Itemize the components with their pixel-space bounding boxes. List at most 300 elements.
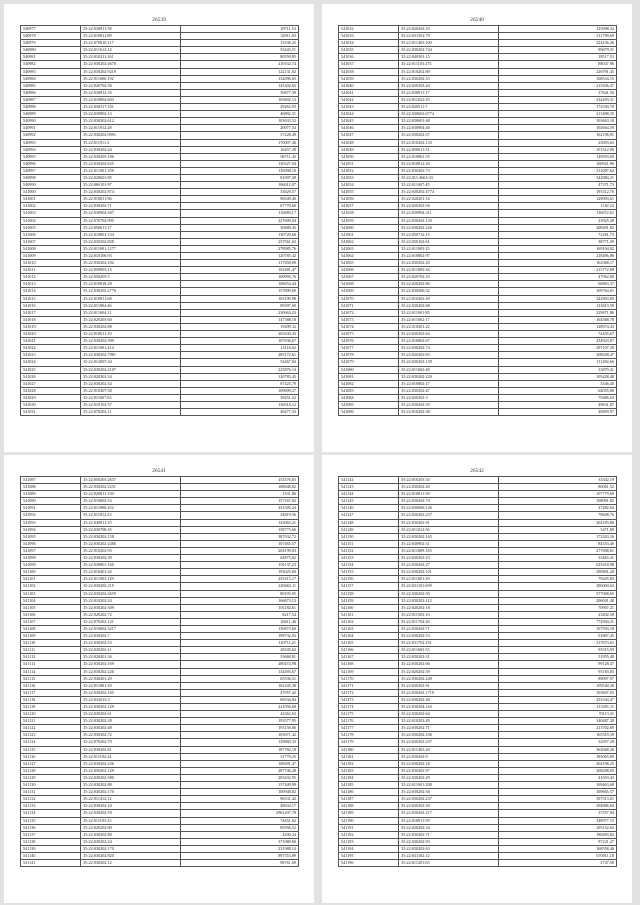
- value-cell: 107465,57: [180, 540, 298, 547]
- value-cell: 33465,41: [498, 555, 616, 562]
- cadastral-number-cell: 35:22:031501:79: [399, 33, 499, 40]
- cadastral-number-cell: 35:22:030202:106: [399, 732, 499, 739]
- row-index-cell: 541022: [21, 345, 81, 352]
- cadastral-number-cell: 35:22:030202:23: [399, 555, 499, 562]
- value-cell: 53443,51: [180, 47, 298, 54]
- row-index-cell: 541074: [339, 323, 399, 330]
- row-index-cell: 541030: [21, 401, 81, 408]
- value-cell: 217673,61: [498, 640, 616, 647]
- cadastral-number-cell: 35:22:010202:38: [399, 409, 499, 416]
- cadastral-number-cell: 35:22:020202:3: [399, 394, 499, 401]
- table-row: [339, 739, 617, 746]
- table-row: [21, 810, 299, 817]
- page-number: 26542: [470, 468, 484, 474]
- table-row: [339, 182, 617, 189]
- cadastral-number-cell: 35:22:020202:86: [399, 281, 499, 288]
- cadastral-number-cell: 35:22:030202:11: [81, 647, 181, 654]
- row-index-cell: 541175: [339, 711, 399, 718]
- table-row: [21, 54, 299, 61]
- cadastral-number-cell: 35:22:030202:39: [81, 555, 181, 562]
- cadastral-number-cell: 35:22:030202:63: [399, 845, 499, 852]
- row-index-cell: 541184: [339, 774, 399, 781]
- table-row: [21, 359, 299, 366]
- value-cell: 226791,45: [498, 68, 616, 75]
- table-row: [21, 491, 299, 498]
- table-row: [339, 704, 617, 711]
- table-row: [339, 238, 617, 245]
- row-index-cell: 540979: [21, 40, 81, 47]
- table-row: [339, 838, 617, 845]
- table-row: [339, 845, 617, 852]
- table-row: [339, 203, 617, 210]
- value-cell: 100948,82: [180, 789, 298, 796]
- table-row: [21, 519, 299, 526]
- table-row: [21, 373, 299, 380]
- row-index-cell: 541129: [21, 774, 81, 781]
- row-index-cell: 541114: [21, 668, 81, 675]
- table-row: [339, 604, 617, 611]
- row-index-cell: 541014: [21, 288, 81, 295]
- cadastral-number-cell: 35:22:030202:129: [81, 704, 181, 711]
- cadastral-number-cell: 35:22:050205:5: [81, 274, 181, 281]
- row-index-cell: 541135: [21, 817, 81, 824]
- row-index-cell: 541090: [21, 498, 81, 505]
- table-row: [21, 654, 299, 661]
- row-index-cell: 541152: [339, 547, 399, 554]
- value-cell: 168558,46: [498, 845, 616, 852]
- value-cell: 233576,65: [180, 477, 298, 484]
- table-row: [21, 139, 299, 146]
- row-index-cell: 541025: [21, 366, 81, 373]
- table-row: [339, 82, 617, 89]
- row-index-cell: 541177: [339, 725, 399, 732]
- value-cell: 129093,61: [498, 196, 616, 203]
- cadastral-number-cell: 35:22:030202:158: [81, 533, 181, 540]
- cadastral-number-cell: 35:22:020702:56: [81, 82, 181, 89]
- table-row: [339, 654, 617, 661]
- row-index-cell: 541166: [339, 647, 399, 654]
- table-row: [339, 217, 617, 224]
- table-row: [339, 718, 617, 725]
- table-row: [339, 380, 617, 387]
- table-row: [339, 562, 617, 569]
- cadastral-number-cell: 35:22:020202:72: [81, 611, 181, 618]
- value-cell: 79486,63: [498, 394, 616, 401]
- value-cell: 187782,18: [180, 746, 298, 753]
- table-row: [21, 753, 299, 760]
- table-row: [21, 316, 299, 323]
- row-index-cell: 541038: [339, 68, 399, 75]
- table-row: [339, 345, 617, 352]
- cadastral-number-cell: 35:22:030204:163: [399, 704, 499, 711]
- cadastral-number-cell: 35:22:030902:31: [399, 540, 499, 547]
- table-row: [339, 104, 617, 111]
- value-cell: 40859,97: [498, 409, 616, 416]
- table-row: [339, 224, 617, 231]
- table-row: [21, 203, 299, 210]
- value-cell: 334493,31: [498, 96, 616, 103]
- cadastral-number-cell: 35:22:020203:44: [399, 82, 499, 89]
- value-cell: 102481,47: [180, 267, 298, 274]
- row-index-cell: 541075: [339, 331, 399, 338]
- value-cell: 120783,45: [180, 373, 298, 380]
- table-row: [339, 675, 617, 682]
- value-cell: 340487,28: [498, 718, 616, 725]
- value-cell: 278985,76: [180, 245, 298, 252]
- value-cell: 149593,69: [498, 153, 616, 160]
- value-cell: 64875,02: [180, 555, 298, 562]
- table-row: [339, 33, 617, 40]
- cadastral-number-cell: 35:22:030801:160: [81, 562, 181, 569]
- value-cell: 397513,01: [498, 796, 616, 803]
- value-cell: 224236,26: [498, 40, 616, 47]
- cadastral-number-cell: 35:22:070810:117: [81, 40, 181, 47]
- row-index-cell: 541125: [21, 746, 81, 753]
- table-row: [21, 352, 299, 359]
- cadastral-number-cell: 35:22:030202:236: [81, 760, 181, 767]
- value-cell: 304198,25: [498, 760, 616, 767]
- value-cell: 107779,69: [498, 491, 616, 498]
- row-index-cell: 541190: [339, 817, 399, 824]
- row-index-cell: 541079: [339, 359, 399, 366]
- table-row: [21, 217, 299, 224]
- cadastral-number-cell: 35:22:030202:2659: [81, 590, 181, 597]
- row-index-cell: 541193: [339, 838, 399, 845]
- value-cell: 204199,03: [180, 547, 298, 554]
- cadastral-number-cell: 35:22:031702:251: [399, 640, 499, 647]
- table-row: [339, 746, 617, 753]
- row-index-cell: 541164: [339, 633, 399, 640]
- table-row: [339, 647, 617, 654]
- table-row: [21, 498, 299, 505]
- row-index-cell: 540987: [21, 96, 81, 103]
- cadastral-number-cell: 35:22:010818:28: [81, 281, 181, 288]
- row-index-cell: 541062: [339, 238, 399, 245]
- cadastral-number-cell: 35:22:030202:53: [81, 640, 181, 647]
- cadastral-number-cell: 35:22:030606:126: [399, 505, 499, 512]
- cadastral-number-cell: 35:22:030202:27: [399, 562, 499, 569]
- value-cell: 27482,64: [498, 505, 616, 512]
- row-index-cell: 541174: [339, 704, 399, 711]
- value-cell: 26611,46: [180, 618, 298, 625]
- value-cell: 36877,39: [180, 89, 298, 96]
- value-cell: 193025,60: [180, 569, 298, 576]
- cadastral-number-cell: 35:22:010401:42: [81, 569, 181, 576]
- cadastral-number-cell: 35:22:030202:2466: [81, 540, 181, 547]
- cadastral-number-cell: 35:22:030202:226: [81, 668, 181, 675]
- row-index-cell: 541118: [21, 696, 81, 703]
- table-row: [339, 505, 617, 512]
- table-row: [339, 760, 617, 767]
- table-row: [339, 611, 617, 618]
- table-row: [21, 160, 299, 167]
- value-cell: 96531,42: [180, 796, 298, 803]
- table-row: [21, 210, 299, 217]
- value-cell: 280474,98: [180, 661, 298, 668]
- row-index-cell: 541015: [21, 295, 81, 302]
- row-index-cell: 540997: [21, 167, 81, 174]
- row-index-cell: 541150: [339, 533, 399, 540]
- value-cell: 290801,20: [498, 569, 616, 576]
- value-cell: 97221,27: [498, 838, 616, 845]
- row-index-cell: 541049: [339, 146, 399, 153]
- cadastral-number-cell: 35:22:011001:1277: [81, 245, 181, 252]
- cadastral-number-cell: 35:22:011:4663:33: [399, 174, 499, 181]
- cadastral-number-cell: 35:22:011801:18: [81, 682, 181, 689]
- value-cell: 48634,17: [180, 803, 298, 810]
- cadastral-number-cell: 35:22:050202:129: [81, 767, 181, 774]
- row-index-cell: 541109: [21, 633, 81, 640]
- cadastral-number-cell: 35:22:010202:24: [81, 597, 181, 604]
- value-cell: 3346,45: [498, 380, 616, 387]
- row-index-cell: 541086: [339, 409, 399, 416]
- document-page: [4, 4, 314, 452]
- value-cell: 74435,67: [498, 331, 616, 338]
- row-index-cell: 540993: [21, 139, 81, 146]
- table-row: [21, 852, 299, 859]
- table-row: [21, 196, 299, 203]
- value-cell: 129869,33: [180, 739, 298, 746]
- row-index-cell: 541165: [339, 640, 399, 647]
- value-cell: 46477,33: [180, 409, 298, 416]
- row-index-cell: 541003: [21, 210, 81, 217]
- row-index-cell: 541081: [339, 373, 399, 380]
- table-row: [21, 267, 299, 274]
- value-cell: 229871,86: [498, 309, 616, 316]
- value-cell: 145302,65: [180, 82, 298, 89]
- cadastral-number-cell: 35:22:010202:93: [81, 547, 181, 554]
- cadastral-number-cell: 35:22:011012:56: [399, 526, 499, 533]
- value-cell: 102664,59: [498, 125, 616, 132]
- table-row: [21, 739, 299, 746]
- cadastral-number-cell: 35:22:030202:64: [399, 711, 499, 718]
- row-index-cell: 541189: [339, 810, 399, 817]
- row-index-cell: 540983: [21, 68, 81, 75]
- row-index-cell: 541032: [339, 26, 399, 33]
- value-cell: 30689,45: [180, 224, 298, 231]
- row-index-cell: 541148: [339, 519, 399, 526]
- table-row: [339, 54, 617, 61]
- row-index-cell: 541033: [339, 33, 399, 40]
- table-row: [21, 47, 299, 54]
- cadastral-number-cell: 35:22:020702:33: [399, 274, 499, 281]
- table-row: [339, 547, 617, 554]
- cadastral-number-cell: 35:22:011001:358: [81, 167, 181, 174]
- row-index-cell: 541085: [339, 401, 399, 408]
- table-row: [21, 675, 299, 682]
- row-index-cell: 540990: [21, 118, 81, 125]
- cadastral-number-cell: 35:22:011607:65: [81, 394, 181, 401]
- row-index-cell: 541158: [339, 590, 399, 597]
- cadastral-table: [20, 25, 299, 416]
- row-index-cell: 541077: [339, 345, 399, 352]
- value-cell: 1531,86: [180, 491, 298, 498]
- value-cell: 31779,25: [180, 753, 298, 760]
- row-index-cell: 541139: [21, 845, 81, 852]
- value-cell: 64055,80: [498, 387, 616, 394]
- row-index-cell: 541138: [21, 838, 81, 845]
- row-index-cell: 540980: [21, 47, 81, 54]
- table-row: [21, 760, 299, 767]
- table-row: [21, 526, 299, 533]
- cadastral-number-cell: 35:22:020202:59: [399, 668, 499, 675]
- value-cell: 120785,42: [180, 253, 298, 260]
- row-index-cell: 541183: [339, 767, 399, 774]
- cadastral-number-cell: 35:22:011604:11: [81, 309, 181, 316]
- cadastral-number-cell: 35:22:030302:72: [81, 732, 181, 739]
- table-row: [21, 562, 299, 569]
- row-index-cell: 541058: [339, 210, 399, 217]
- value-cell: 47057,42: [180, 689, 298, 696]
- table-row: [339, 132, 617, 139]
- cadastral-number-cell: 35:22:010801:55: [399, 153, 499, 160]
- row-index-cell: 541034: [339, 40, 399, 47]
- value-cell: 41653,43: [498, 774, 616, 781]
- value-cell: 122131,02: [180, 68, 298, 75]
- cadastral-number-cell: 35:22:030202:57: [399, 132, 499, 139]
- cadastral-table: [338, 476, 617, 867]
- value-cell: 169665,57: [498, 789, 616, 796]
- table-row: [339, 803, 617, 810]
- value-cell: 32911,03: [180, 33, 298, 40]
- value-cell: 134493,67: [180, 668, 298, 675]
- cadastral-number-cell: 35:22:011022:35: [399, 96, 499, 103]
- cadastral-number-cell: 35:22:030202:18: [399, 760, 499, 767]
- table-row: [21, 512, 299, 519]
- row-index-cell: 541101: [21, 576, 81, 583]
- cadastral-number-cell: 35:22:030202:81: [81, 746, 181, 753]
- value-cell: 897353,89: [180, 852, 298, 859]
- value-cell: 20077,54: [180, 125, 298, 132]
- row-index-cell: 540982: [21, 61, 81, 68]
- table-row: [21, 89, 299, 96]
- cadastral-number-cell: 35:22:011806:252: [81, 505, 181, 512]
- value-cell: 285172,61: [180, 352, 298, 359]
- row-index-cell: 541013: [21, 281, 81, 288]
- document-page: [4, 455, 314, 903]
- value-cell: 99128,37: [498, 661, 616, 668]
- table-row: [339, 576, 617, 583]
- row-index-cell: 541117: [21, 689, 81, 696]
- row-index-cell: 541181: [339, 753, 399, 760]
- row-index-cell: 541146: [339, 505, 399, 512]
- row-index-cell: 541056: [339, 196, 399, 203]
- value-cell: 625418,98: [498, 562, 616, 569]
- value-cell: 54467,84: [180, 359, 298, 366]
- row-index-cell: 540981: [21, 54, 81, 61]
- table-row: [21, 26, 299, 33]
- cadastral-number-cell: 35:22:050611:17: [81, 224, 181, 231]
- row-index-cell: 541035: [339, 47, 399, 54]
- table-row: [21, 75, 299, 82]
- value-cell: 74451,02: [180, 817, 298, 824]
- value-cell: 98761,69: [180, 860, 298, 867]
- value-cell: 39451,22: [180, 394, 298, 401]
- value-cell: 157167,02: [180, 498, 298, 505]
- value-cell: 16457,28: [180, 146, 298, 153]
- cadastral-number-cell: 35:22:030202:97: [399, 767, 499, 774]
- value-cell: 245663,11: [180, 583, 298, 590]
- row-index-cell: 541005: [21, 224, 81, 231]
- value-cell: 143063,21: [180, 519, 298, 526]
- row-index-cell: 541149: [339, 526, 399, 533]
- row-index-cell: 541076: [339, 338, 399, 345]
- table-row: [21, 281, 299, 288]
- cadastral-number-cell: 35:22:010802:603: [81, 96, 181, 103]
- value-cell: 49631,87: [498, 401, 616, 408]
- table-row: [21, 245, 299, 252]
- table-row: [339, 817, 617, 824]
- value-cell: 19499,32: [180, 323, 298, 330]
- cadastral-number-cell: 35:22:030202:40: [399, 484, 499, 491]
- cadastral-number-cell: 35:22:011103:23: [81, 817, 181, 824]
- row-index-cell: 540977: [21, 26, 81, 33]
- table-row: [21, 689, 299, 696]
- value-cell: 172550,70: [498, 104, 616, 111]
- table-row: [339, 295, 617, 302]
- table-row: [21, 746, 299, 753]
- table-row: [21, 331, 299, 338]
- cadastral-number-cell: 35:22:020302:34: [81, 373, 181, 380]
- value-cell: 101512,06: [498, 146, 616, 153]
- cadastral-number-cell: 35:22:030202:50: [399, 590, 499, 597]
- value-cell: 103071,42: [180, 732, 298, 739]
- cadastral-number-cell: 35:22:010801:134: [81, 231, 181, 238]
- row-index-cell: 541031: [21, 409, 81, 416]
- value-cell: 8217,54: [180, 611, 298, 618]
- row-index-cell: 541047: [339, 132, 399, 139]
- value-cell: 577008,65: [498, 590, 616, 597]
- cadastral-number-cell: 35:22:020201:16: [399, 196, 499, 203]
- row-index-cell: 541046: [339, 125, 399, 132]
- table-row: [339, 118, 617, 125]
- value-cell: 38771,29: [498, 238, 616, 245]
- row-index-cell: 541089: [21, 491, 81, 498]
- row-index-cell: 541083: [339, 387, 399, 394]
- cadastral-number-cell: 35:22:020202:33: [399, 26, 499, 33]
- value-cell: 105152,63: [498, 824, 616, 831]
- cadastral-number-cell: 35:22:011912:28: [81, 125, 181, 132]
- table-row: [21, 295, 299, 302]
- table-row: [339, 498, 617, 505]
- table-row: [21, 583, 299, 590]
- cadastral-number-cell: 35:22:010812:26: [399, 160, 499, 167]
- cadastral-number-cell: 35:22:030202:1710: [399, 689, 499, 696]
- cadastral-number-cell: 35:22:030202:139: [399, 359, 499, 366]
- value-cell: 47962,00: [498, 274, 616, 281]
- table-row: [21, 604, 299, 611]
- row-index-cell: 541066: [339, 267, 399, 274]
- table-row: [21, 704, 299, 711]
- row-index-cell: 541094: [21, 526, 81, 533]
- value-cell: 136873,60: [180, 625, 298, 632]
- row-index-cell: 541191: [339, 824, 399, 831]
- cadastral-number-cell: 35:22:011805:34: [399, 267, 499, 274]
- value-cell: 234923,07: [498, 338, 616, 345]
- row-index-cell: 541187: [339, 796, 399, 803]
- value-cell: 111492,66: [498, 359, 616, 366]
- value-cell: 221056,60: [180, 704, 298, 711]
- row-index-cell: 540998: [21, 174, 81, 181]
- value-cell: 168534,15: [498, 75, 616, 82]
- value-cell: 210332,74: [180, 61, 298, 68]
- cadastral-number-cell: 35:22:030202:24: [81, 838, 181, 845]
- value-cell: 362668,26: [498, 746, 616, 753]
- value-cell: 231988,14: [180, 845, 298, 852]
- cadastral-number-cell: 35:22:030202:220: [399, 373, 499, 380]
- row-index-cell: 541017: [21, 309, 81, 316]
- row-index-cell: 541157: [339, 583, 399, 590]
